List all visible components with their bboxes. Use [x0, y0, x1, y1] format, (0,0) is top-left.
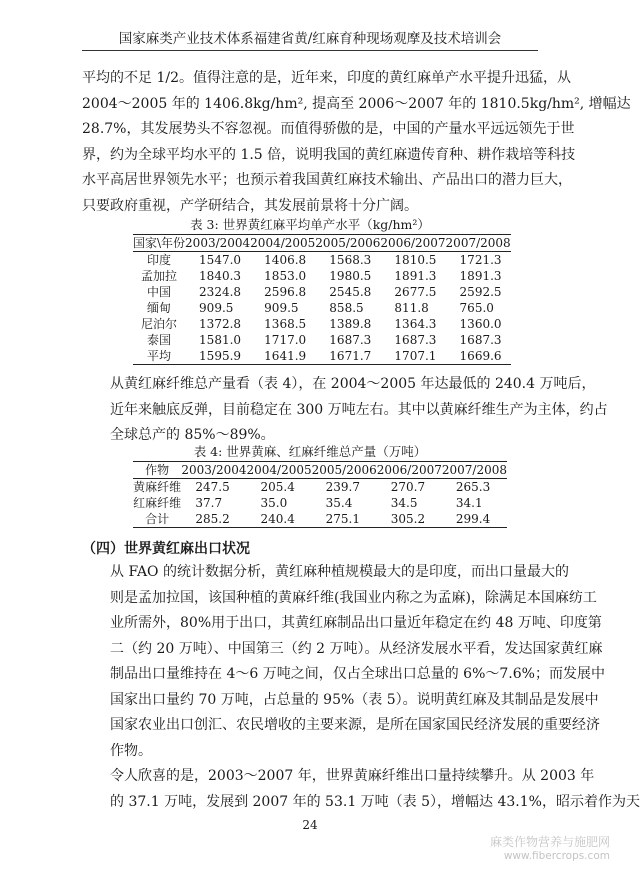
table-cell: 1687.3 [329, 333, 372, 347]
table-header-row [133, 235, 511, 252]
table3-caption: 表 3: 世界黄红麻平均单产水平（kg/hm²） [190, 217, 430, 232]
table-cell: 205.4 [260, 480, 295, 494]
table-cell: 909.5 [264, 301, 299, 315]
text-line: 业所需外，80%用于出口，其黄红麻制品出口量近年稳定在约 48 万吨、印度第 [110, 615, 602, 631]
table-cell: 中国 [147, 285, 172, 299]
table-header-cell: 2004/2005 [250, 236, 316, 250]
text-line: 28.7%，其发展势头不容忽视。而值得骄傲的是，中国的产量水平远远领先于世 [82, 121, 575, 137]
table-cell: 合计 [145, 512, 170, 526]
table-cell: 1364.3 [394, 317, 437, 331]
running-header: 国家麻类产业技术体系福建省黄/红麻育种现场观摩及技术培训会 [82, 30, 538, 51]
table-cell: 35.4 [325, 496, 353, 510]
table-cell: 2592.5 [459, 285, 502, 299]
table-row [133, 332, 511, 348]
table-cell: 1717.0 [264, 333, 307, 347]
text-line: 只要政府重视，产学研结合，其发展前景将十分广阔。 [82, 197, 418, 214]
table-row [133, 252, 511, 269]
text-line: 作物。 [110, 742, 152, 759]
table-cell: 1980.5 [329, 269, 372, 283]
text-line: 从 FAO 的统计数据分析，黄红麻种植规模最大的是印度，而出口量最大的 [110, 564, 569, 580]
table-cell: 2324.8 [199, 285, 242, 299]
table-cell: 1368.5 [264, 317, 307, 331]
table-cell: 34.1 [455, 496, 483, 510]
table-cell: 270.7 [390, 480, 426, 494]
text-line: 平均的不足 1/2。值得注意的是，近年来，印度的黄红麻单产水平提升迅猛，从 [82, 70, 571, 86]
table-cell: 285.2 [195, 512, 230, 526]
export-growth-paragraph [82, 764, 640, 815]
table-header-cell: 国家\年份 [133, 236, 186, 250]
table4-caption: 表 4: 世界黄麻、红麻纤维总产量（万吨） [193, 444, 427, 459]
page-number: 24 [302, 818, 318, 832]
table-row [133, 348, 511, 365]
text-line: 近年来触底反弹，目前稳定在 300 万吨左右。其中以黄麻纤维生产为主体，约占 [110, 401, 608, 418]
export-paragraph [82, 560, 605, 764]
table-cell: 印度 [147, 253, 172, 267]
table-row [133, 479, 507, 496]
table-cell: 平均 [147, 349, 172, 363]
text-line: 从黄红麻纤维总产量看（表 4），在 2004～2005 年达最低的 240.4 万吨后， [110, 376, 596, 392]
watermark-url: www.fibercrops.com [503, 850, 610, 862]
table-header-cell: 2003/2004 [181, 463, 247, 477]
table-header-row [133, 462, 507, 479]
table-cell: 305.2 [390, 512, 426, 526]
table-cell: 299.4 [455, 512, 491, 526]
table-cell: 1641.9 [264, 349, 307, 363]
table-row [133, 268, 511, 284]
table-cell: 尼泊尔 [141, 317, 178, 331]
table-header-cell: 2006/2007 [380, 236, 446, 250]
table-cell: 35.0 [260, 496, 288, 510]
section-heading: （四）世界黄红麻出口状况 [82, 541, 250, 557]
watermark-title: 麻类作物营养与施肥网 [490, 835, 611, 849]
text-line: 2004～2005 年的 1406.8kg/hm², 提高至 2006～2007 年的 1810.5kg/hm², 增幅达 [82, 95, 631, 112]
table-row [133, 284, 511, 300]
table-row [133, 300, 511, 316]
table-header-cell: 2005/2006 [315, 236, 381, 250]
site-watermark [490, 835, 610, 863]
table-cell: 239.7 [325, 480, 360, 494]
text-line: 令人欣喜的是，2003～2007 年，世界黄麻纤维出口量持续攀升。从 2003 年 [110, 768, 595, 784]
text-line: 界，约为全球平均水平的 1.5 倍，说明我国的黄红麻遗传育种、耕作栽培等科技 [82, 146, 576, 163]
table-cell: 265.3 [455, 480, 491, 494]
intro-paragraph [82, 66, 631, 219]
table3-yield [133, 234, 511, 365]
table-cell: 1595.9 [199, 349, 242, 363]
table-cell: 1891.3 [459, 269, 502, 283]
table-cell: 1707.1 [394, 349, 437, 363]
text-line: 则是孟加拉国，该国种植的黄麻纤维(我国业内称之为孟麻)，除满足本国麻纺工 [110, 589, 597, 606]
table-cell: 1581.0 [199, 333, 242, 347]
table-cell: 240.4 [260, 512, 295, 526]
table-cell: 37.7 [195, 496, 223, 510]
table-cell: 1671.7 [329, 349, 372, 363]
table-cell: 275.1 [325, 512, 360, 526]
table4-output [133, 461, 507, 528]
table-header-cell: 2003/2004 [185, 236, 251, 250]
table-header-cell: 2005/2006 [311, 463, 377, 477]
table-cell: 1547.0 [199, 253, 242, 267]
table-cell: 2596.8 [264, 285, 307, 299]
table-cell: 1840.3 [199, 269, 242, 283]
table-cell: 1810.5 [394, 253, 437, 267]
table-cell: 黄麻纤维 [133, 480, 182, 494]
fiber-output-paragraph [82, 372, 608, 449]
table-row [133, 495, 507, 511]
text-line: 全球总产的 85%～89%。 [110, 427, 275, 443]
table-row [133, 316, 511, 332]
table-row [133, 511, 507, 528]
text-line: 水平高居世界领先水平；也预示着我国黄红麻技术输出、产品出口的潜力巨大， [82, 172, 572, 188]
text-line: 国家农业出口创汇、农民增收的主要来源，是所在国家国民经济发展的重要经济 [110, 717, 600, 733]
table-cell: 2545.8 [329, 285, 372, 299]
table-cell: 1406.8 [264, 253, 307, 267]
text-line: 的 37.1 万吨，发展到 2007 年的 53.1 万吨（表 5），增幅达 43.1%，昭示着作为天 [110, 793, 640, 810]
text-line: 国家出口量约 70 万吨，占总量的 95%（表 5）。说明黄红麻及其制品是发展中 [110, 691, 599, 708]
table-cell: 247.5 [195, 480, 230, 494]
table-cell: 1687.3 [459, 333, 502, 347]
table-cell: 765.0 [459, 301, 494, 315]
table-header-cell: 2004/2005 [246, 463, 312, 477]
table-cell: 1891.3 [394, 269, 437, 283]
text-line: 二（约 20 万吨）、中国第三（约 2 万吨）。从经济发展水平看，发达国家黄红麻 [110, 640, 603, 657]
table-cell: 孟加拉 [141, 269, 178, 283]
table-cell: 1669.6 [459, 349, 502, 363]
table-cell: 1687.3 [394, 333, 437, 347]
table-header-cell: 2007/2008 [441, 463, 507, 477]
table-cell: 811.8 [394, 301, 429, 315]
table-cell: 1389.8 [329, 317, 372, 331]
table-cell: 1568.3 [329, 253, 372, 267]
table-cell: 1721.3 [459, 253, 502, 267]
table-header-cell: 2006/2007 [376, 463, 442, 477]
table-header-cell: 2007/2008 [445, 236, 511, 250]
table-header-cell: 作物 [145, 463, 170, 477]
table-cell: 2677.5 [394, 285, 437, 299]
table-cell: 34.5 [390, 496, 418, 510]
table-cell: 红麻纤维 [133, 496, 182, 510]
table-cell: 909.5 [199, 301, 234, 315]
table-cell: 缅甸 [147, 301, 172, 315]
table-cell: 1372.8 [199, 317, 242, 331]
table-cell: 858.5 [329, 301, 364, 315]
table-cell: 泰国 [147, 333, 172, 347]
table-cell: 1853.0 [264, 269, 307, 283]
table-cell: 1360.0 [459, 317, 502, 331]
text-line: 制品出口量维持在 4～6 万吨之间，仅占全球出口总量的 6%～7.6%；而发展中 [110, 666, 605, 682]
